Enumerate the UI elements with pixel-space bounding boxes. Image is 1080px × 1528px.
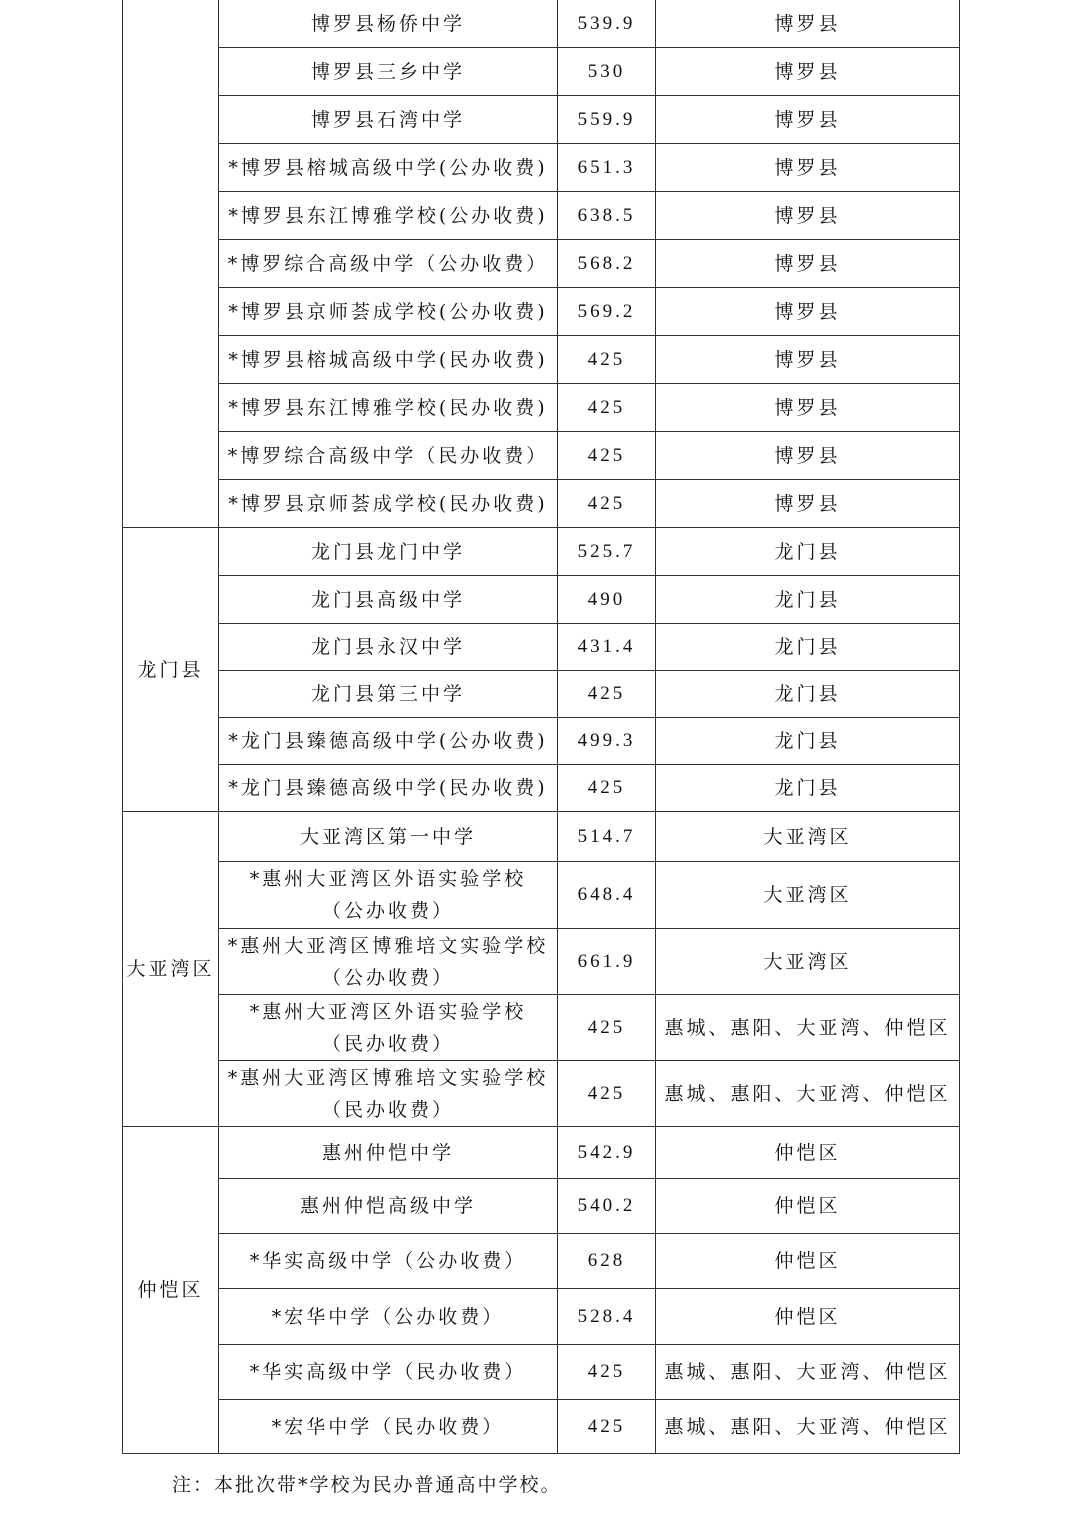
recruitment-area-cell: 博罗县 [656, 96, 960, 144]
school-name-cell [219, 432, 558, 480]
score-cell: 638.5 [558, 192, 656, 240]
school-name: *宏华中学（民办收费） [271, 1415, 505, 1438]
school-name: *博罗综合高级中学（公办收费） [227, 252, 549, 275]
table-row [123, 1127, 960, 1179]
school-name-cell [219, 765, 558, 812]
school-name: *博罗综合高级中学（民办收费） [227, 444, 549, 467]
district-cell: 龙门县 [123, 528, 219, 812]
table-row [123, 528, 960, 576]
school-name: 大亚湾区第一中学 [299, 825, 476, 848]
recruitment-area-cell: 惠城、惠阳、大亚湾、仲恺区 [656, 1345, 960, 1400]
recruitment-area-cell: 博罗县 [656, 288, 960, 336]
table-row [123, 288, 960, 336]
school-name: 龙门县第三中学 [310, 683, 465, 705]
recruitment-area-cell: 仲恺区 [656, 1127, 960, 1179]
school-name-cell [219, 1127, 558, 1179]
score-cell: 540.2 [558, 1179, 656, 1234]
recruitment-area-cell: 惠城、惠阳、大亚湾、仲恺区 [656, 1400, 960, 1454]
school-name-cell [219, 718, 558, 765]
recruitment-area-cell: 龙门县 [656, 528, 960, 576]
school-name-cell [219, 144, 558, 192]
score-cell: 648.4 [558, 862, 656, 929]
recruitment-area-cell: 博罗县 [656, 240, 960, 288]
recruitment-area-cell: 龙门县 [656, 576, 960, 624]
school-name: *龙门县臻德高级中学(民办收费) [228, 777, 548, 799]
table-row [123, 671, 960, 718]
score-cell: 528.4 [558, 1289, 656, 1345]
table-row [123, 1400, 960, 1454]
recruitment-area-cell: 惠城、惠阳、大亚湾、仲恺区 [656, 995, 960, 1061]
school-name-cell [219, 336, 558, 384]
school-name-cell [219, 671, 558, 718]
score-cell: 425 [558, 765, 656, 812]
school-name-cell [219, 96, 558, 144]
district-cell: 仲恺区 [123, 1127, 219, 1454]
recruitment-area-cell: 大亚湾区 [656, 929, 960, 995]
score-cell: 425 [558, 384, 656, 432]
school-name: 博罗县杨侨中学 [310, 12, 465, 35]
recruitment-area-cell: 龙门县 [656, 671, 960, 718]
school-name-cell [219, 1179, 558, 1234]
school-name-cell [219, 576, 558, 624]
recruitment-area-cell: 博罗县 [656, 192, 960, 240]
school-name: 惠州仲恺高级中学 [299, 1195, 476, 1217]
recruitment-area-cell: 博罗县 [656, 144, 960, 192]
score-cell: 425 [558, 432, 656, 480]
score-cell: 514.7 [558, 812, 656, 862]
table-row [123, 1234, 960, 1289]
school-name-cell [219, 812, 558, 862]
school-name-cell [219, 1400, 558, 1454]
table-row [123, 1289, 960, 1345]
recruitment-area-cell: 大亚湾区 [656, 812, 960, 862]
recruitment-area-cell: 博罗县 [656, 480, 960, 528]
school-name: *惠州大亚湾区博雅培文实验学校 [227, 1066, 549, 1089]
school-name-cell [219, 480, 558, 528]
school-name-cell [219, 192, 558, 240]
recruitment-area-cell: 仲恺区 [656, 1179, 960, 1234]
recruitment-area-cell: 博罗县 [656, 336, 960, 384]
school-name: *博罗县京师荟成学校(公办收费) [228, 300, 548, 323]
school-name: 龙门县永汉中学 [310, 636, 465, 658]
table-row [123, 576, 960, 624]
score-cell: 569.2 [558, 288, 656, 336]
recruitment-area-cell: 博罗县 [656, 48, 960, 96]
school-fee-type: （民办收费） [321, 1098, 454, 1121]
score-cell: 628 [558, 1234, 656, 1289]
table-row [123, 240, 960, 288]
school-name: 博罗县石湾中学 [310, 108, 465, 131]
table-row [123, 1061, 960, 1127]
score-cell: 661.9 [558, 929, 656, 995]
school-name-cell [219, 1234, 558, 1289]
footnote: 注：本批次带*学校为民办普通高中学校。 [172, 1474, 562, 1496]
table-row [123, 0, 960, 48]
score-cell: 425 [558, 1345, 656, 1400]
school-name-cell [219, 929, 558, 995]
school-name-cell [219, 1289, 558, 1345]
table-row [123, 48, 960, 96]
recruitment-area-cell: 仲恺区 [656, 1234, 960, 1289]
school-name-cell [219, 48, 558, 96]
table-row [123, 96, 960, 144]
school-name: 惠州仲恺中学 [321, 1141, 454, 1164]
score-cell: 425 [558, 995, 656, 1061]
school-name: *华实高级中学（民办收费） [249, 1361, 527, 1383]
table-row [123, 336, 960, 384]
score-cell: 490 [558, 576, 656, 624]
recruitment-area-cell: 博罗县 [656, 0, 960, 48]
score-cell: 431.4 [558, 624, 656, 671]
table-row [123, 144, 960, 192]
score-cell: 425 [558, 1061, 656, 1127]
school-name: *华实高级中学（公办收费） [249, 1250, 527, 1272]
score-cell: 425 [558, 671, 656, 718]
score-cell: 530 [558, 48, 656, 96]
school-name-cell [219, 528, 558, 576]
school-name: 龙门县龙门中学 [310, 540, 465, 563]
recruitment-area-cell: 博罗县 [656, 384, 960, 432]
recruitment-area-cell: 龙门县 [656, 624, 960, 671]
school-name-cell [219, 0, 558, 48]
school-fee-type: （民办收费） [321, 1032, 454, 1055]
table-row [123, 432, 960, 480]
recruitment-area-cell: 大亚湾区 [656, 862, 960, 929]
recruitment-area-cell: 惠城、惠阳、大亚湾、仲恺区 [656, 1061, 960, 1127]
school-name: *惠州大亚湾区外语实验学校 [249, 1000, 527, 1023]
school-name: *惠州大亚湾区外语实验学校 [249, 868, 527, 890]
school-name-cell [219, 288, 558, 336]
school-name: *龙门县臻德高级中学(公办收费) [228, 730, 548, 752]
score-cell: 539.9 [558, 0, 656, 48]
district-cell [123, 0, 219, 528]
school-name: *博罗县京师荟成学校(民办收费) [228, 492, 548, 515]
score-cell: 425 [558, 480, 656, 528]
school-name-cell [219, 1345, 558, 1400]
recruitment-area-cell: 龙门县 [656, 765, 960, 812]
admission-score-table [122, 0, 960, 1454]
school-name-cell [219, 862, 558, 929]
school-name: *博罗县东江博雅学校(民办收费) [228, 396, 548, 419]
school-fee-type: （公办收费） [321, 900, 454, 922]
table-row [123, 1179, 960, 1234]
table-row [123, 765, 960, 812]
table-row [123, 480, 960, 528]
school-name: 博罗县三乡中学 [310, 60, 465, 83]
score-cell: 499.3 [558, 718, 656, 765]
school-name-cell [219, 1061, 558, 1127]
table-row [123, 624, 960, 671]
table-row [123, 812, 960, 862]
table-row [123, 718, 960, 765]
table-row [123, 929, 960, 995]
school-name: *博罗县东江博雅学校(公办收费) [228, 204, 548, 227]
recruitment-area-cell: 龙门县 [656, 718, 960, 765]
school-name: *博罗县榕城高级中学(民办收费) [228, 348, 548, 371]
score-cell: 651.3 [558, 144, 656, 192]
table-row [123, 862, 960, 929]
school-fee-type: （公办收费） [321, 966, 454, 989]
score-cell: 559.9 [558, 96, 656, 144]
school-name-cell [219, 240, 558, 288]
score-cell: 568.2 [558, 240, 656, 288]
recruitment-area-cell: 博罗县 [656, 432, 960, 480]
school-name: *博罗县榕城高级中学(公办收费) [228, 156, 548, 179]
school-name: 龙门县高级中学 [310, 588, 465, 611]
district-cell: 大亚湾区 [123, 812, 219, 1127]
school-name: *宏华中学（公办收费） [271, 1305, 505, 1328]
table-row [123, 995, 960, 1061]
table-row [123, 192, 960, 240]
table-row [123, 384, 960, 432]
school-name: *惠州大亚湾区博雅培文实验学校 [227, 934, 549, 957]
score-cell: 542.9 [558, 1127, 656, 1179]
school-name-cell [219, 384, 558, 432]
table-row [123, 1345, 960, 1400]
score-cell: 525.7 [558, 528, 656, 576]
school-name-cell [219, 995, 558, 1061]
school-name-cell [219, 624, 558, 671]
score-cell: 425 [558, 336, 656, 384]
score-cell: 425 [558, 1400, 656, 1454]
table-body [123, 0, 960, 1454]
recruitment-area-cell: 仲恺区 [656, 1289, 960, 1345]
